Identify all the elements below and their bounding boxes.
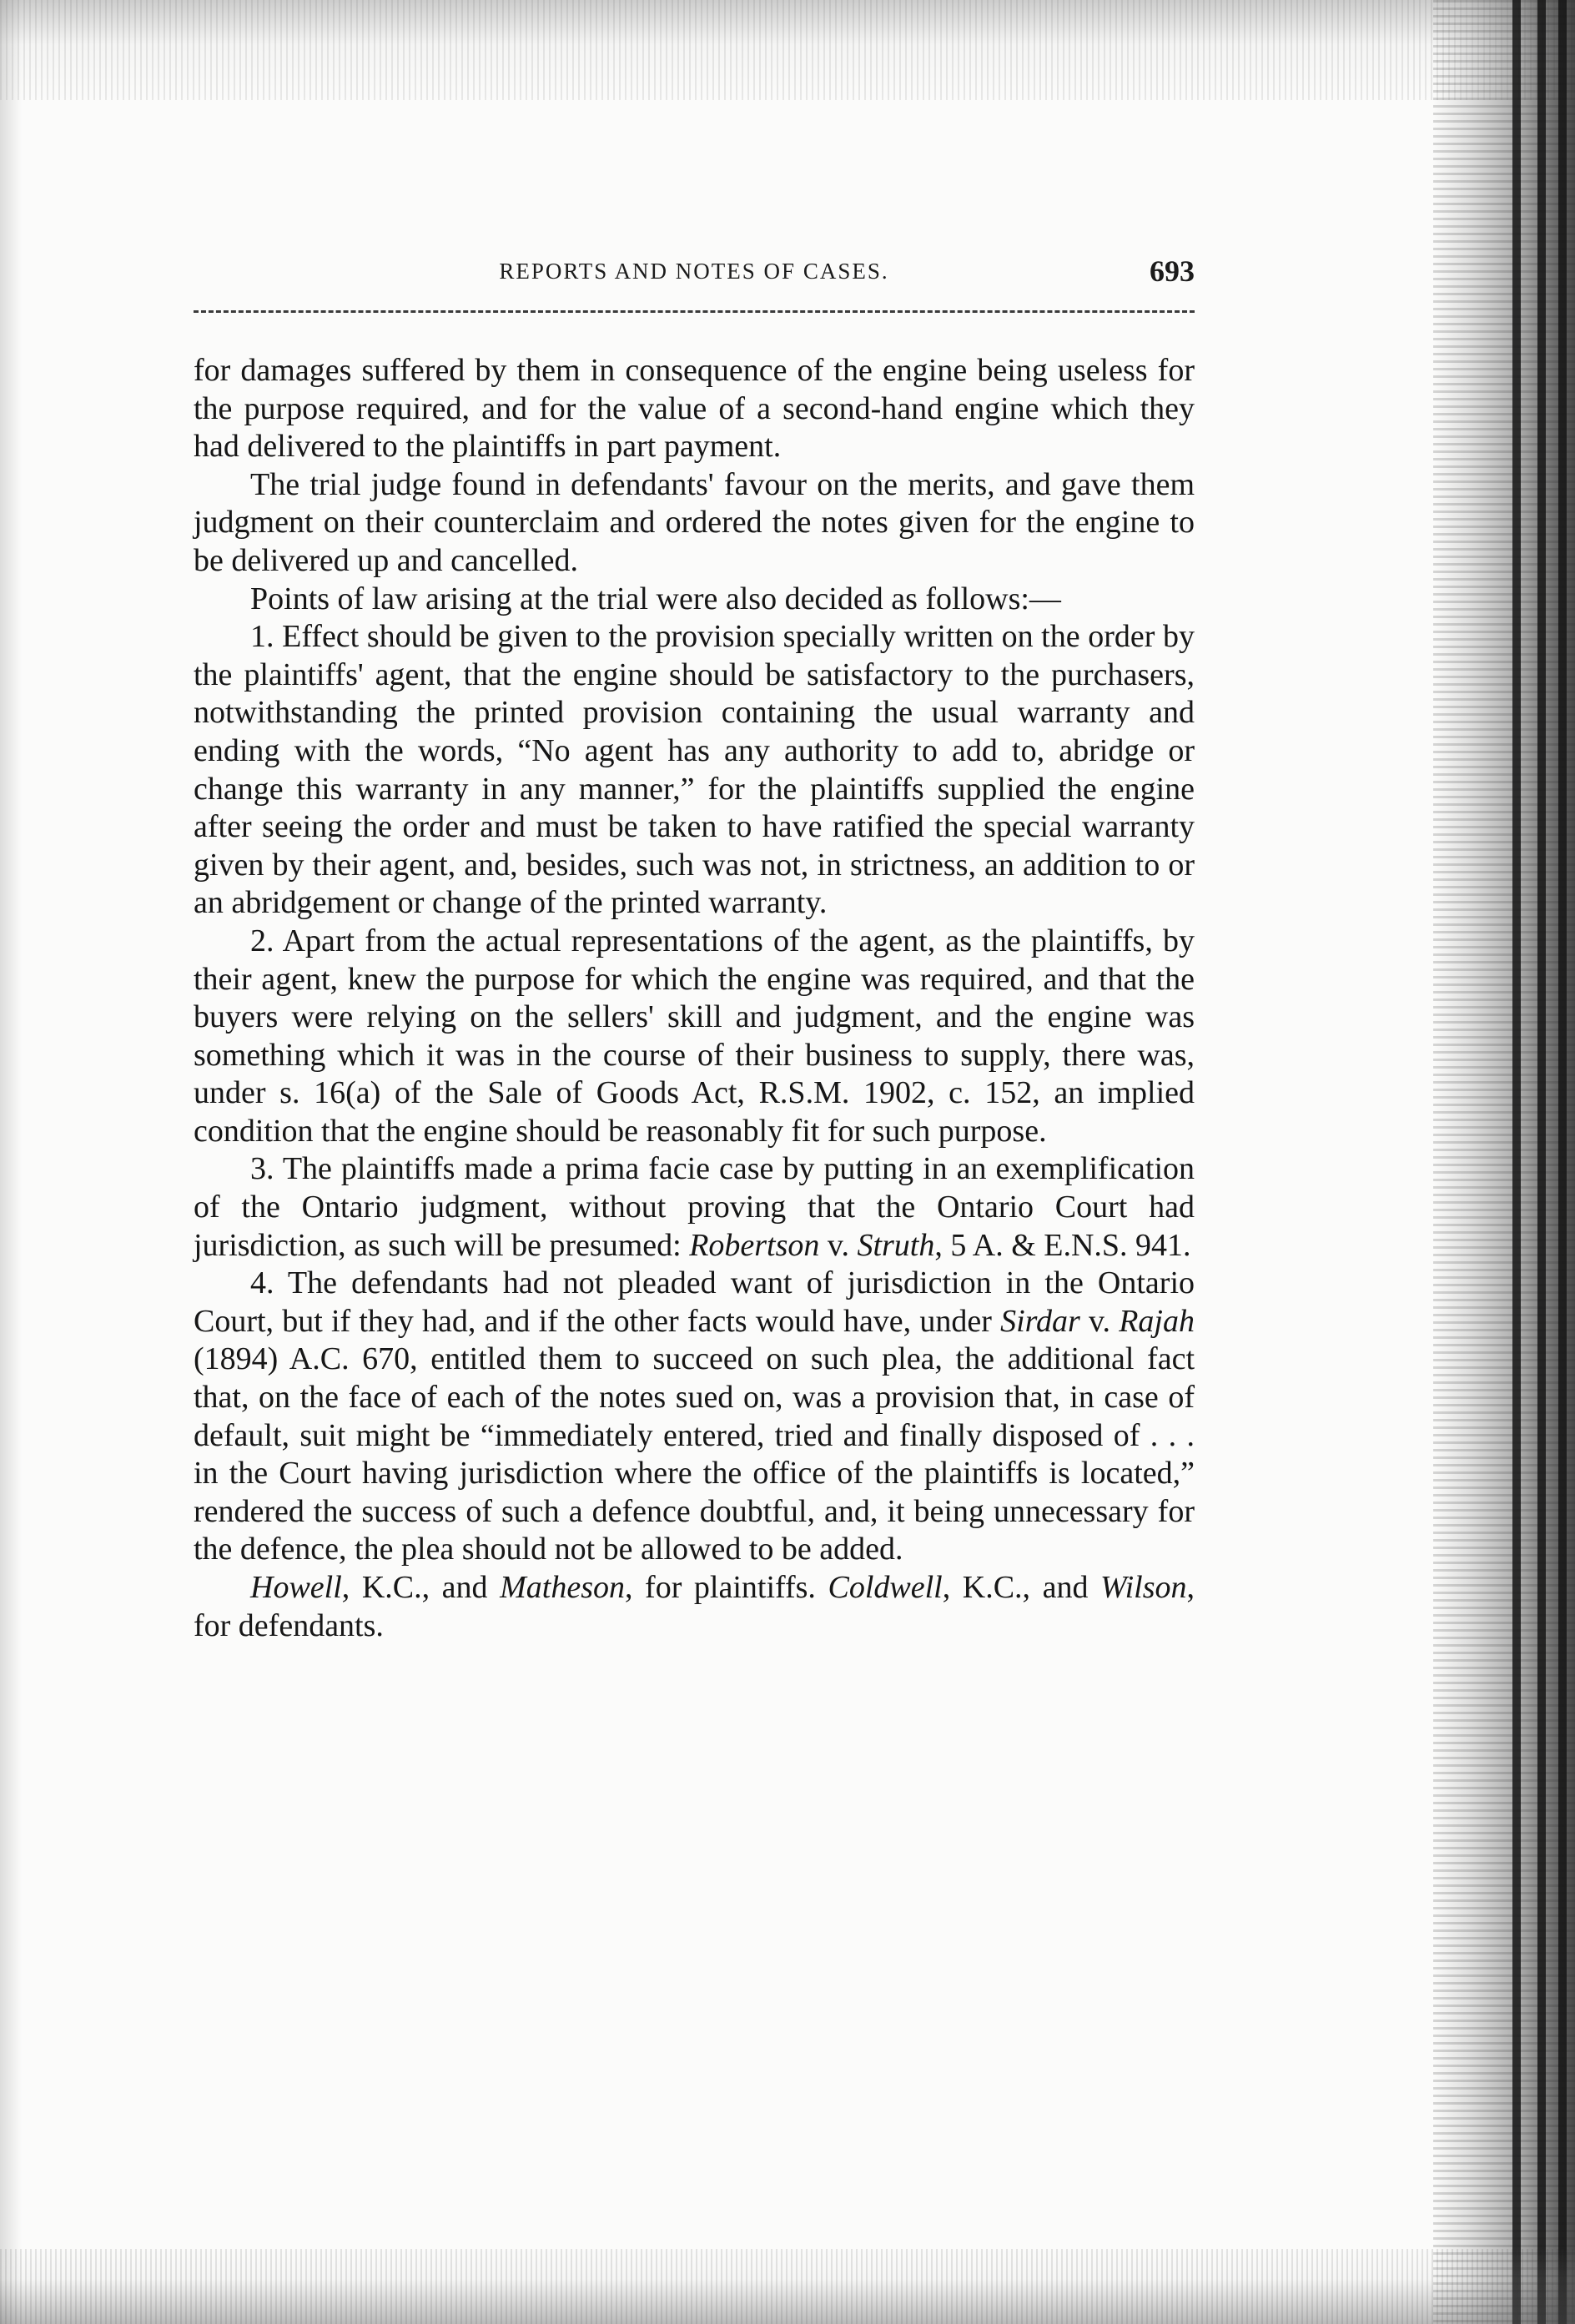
spine-dark-strip	[1537, 0, 1546, 2324]
versus-text: v.	[1079, 1303, 1120, 1339]
case-party-name: Sirdar	[1000, 1303, 1080, 1339]
paragraph-continuation: for damages suffered by them in consequence of the engine being useless for the purpose required, and for the value of a second-hand engine which they had delivered to the plaintiffs in part payment.	[194, 353, 1195, 465]
case-party-name: Rajah	[1119, 1303, 1195, 1339]
scan-edge-left	[0, 0, 22, 2324]
counsel-name: Howell	[250, 1570, 342, 1605]
point-4-text-continued: (1894) A.C. 670, entitled them to succeed on such plea, the additional fact that, on the face of each of the notes sued on, was a provision that, in case of default, suit might be “immediately entered, tried and finally disposed of . . . in the Court having jurisdiction where the office of the plaintiffs is located,” rendered the success of such a defence doubtful, and, it being unnecessary for the defence, the plea should not be allowed to be added.	[194, 1341, 1195, 1567]
case-citation: , 5 A. & E.N.S. 941.	[934, 1227, 1191, 1263]
point-4-text: 4. The defendants had not pleaded want of jurisdiction in the Ontario Court, but if they had, and if the other facts would have, under	[194, 1265, 1195, 1339]
counsel-name: Coldwell	[828, 1570, 943, 1605]
spine-dark-strip	[1558, 0, 1567, 2324]
paragraph-trial-judgment: The trial judge found in defendants' favour on the merits, and gave them judgment on their counterclaim and ordered the notes given for the engine to be delivered up and cancelled.	[194, 466, 1195, 578]
case-party-name: Robertson	[689, 1227, 820, 1263]
counsel-name: Wilson	[1100, 1570, 1187, 1605]
paragraph-point-2: 2. Apart from the actual representations of the agent, as the plaintiffs, by their agent, knew the purpose for which the engine was required, and that the buyers were relying on the sellers' skill and judgment, and the engine was something which it was in the course of their business to supply, there was, under s. 16(a) of the Sale of Goods Act, R.S.M. 1902, c. 152, an implied condition that the engine should be reasonably fit for such purpose.	[194, 923, 1195, 1149]
counsel-name: Matheson	[500, 1570, 625, 1605]
paragraph-counsel	[194, 1569, 1195, 1645]
case-party-name: Struth	[857, 1227, 935, 1263]
counsel-text: , for plaintiffs.	[624, 1570, 828, 1605]
point-3-text: 3. The plaintiffs made a prima facie case by putting in an exemplification of the Ontario judgment, without proving that the Ontario Court had jurisdiction, as such will be presumed:	[194, 1151, 1195, 1263]
versus-text: v.	[819, 1227, 858, 1263]
counsel-text: , K.C., and	[942, 1570, 1101, 1605]
running-head: REPORTS AND NOTES OF CASES.	[499, 259, 889, 284]
counsel-text: , K.C., and	[341, 1570, 501, 1605]
header-rule	[194, 310, 1195, 313]
spine-dark-strip	[1512, 0, 1521, 2324]
scan-edge-top	[0, 0, 1575, 100]
paragraph-points-intro: Points of law arising at the trial were also decided as follows:—	[250, 581, 1061, 616]
paragraph-point-4	[194, 1265, 1195, 1569]
scan-edge-bottom	[0, 2249, 1575, 2324]
page-header	[194, 254, 1195, 304]
page-number: 693	[1150, 254, 1195, 288]
counsel-text: , for defendants.	[194, 1570, 1195, 1643]
paragraph-point-1: 1. Effect should be given to the provision specially written on the order by the plaintiffs' agent, that the engine should be satisfactory to the purchasers, notwithstanding the printed provision containing the usual warranty and ending with the words, “No agent has any authority to add to, abridge or change this warranty in any manner,” for the plaintiffs supplied the engine after seeing the order and must be taken to have ratified the special warranty given by their agent, and, besides, such was not, in strictness, an addition to or an abridgement or change of the printed warranty.	[194, 619, 1195, 921]
report-body	[194, 352, 1195, 1645]
paragraph-point-3	[194, 1150, 1195, 1265]
book-spine-edge	[1433, 0, 1575, 2324]
